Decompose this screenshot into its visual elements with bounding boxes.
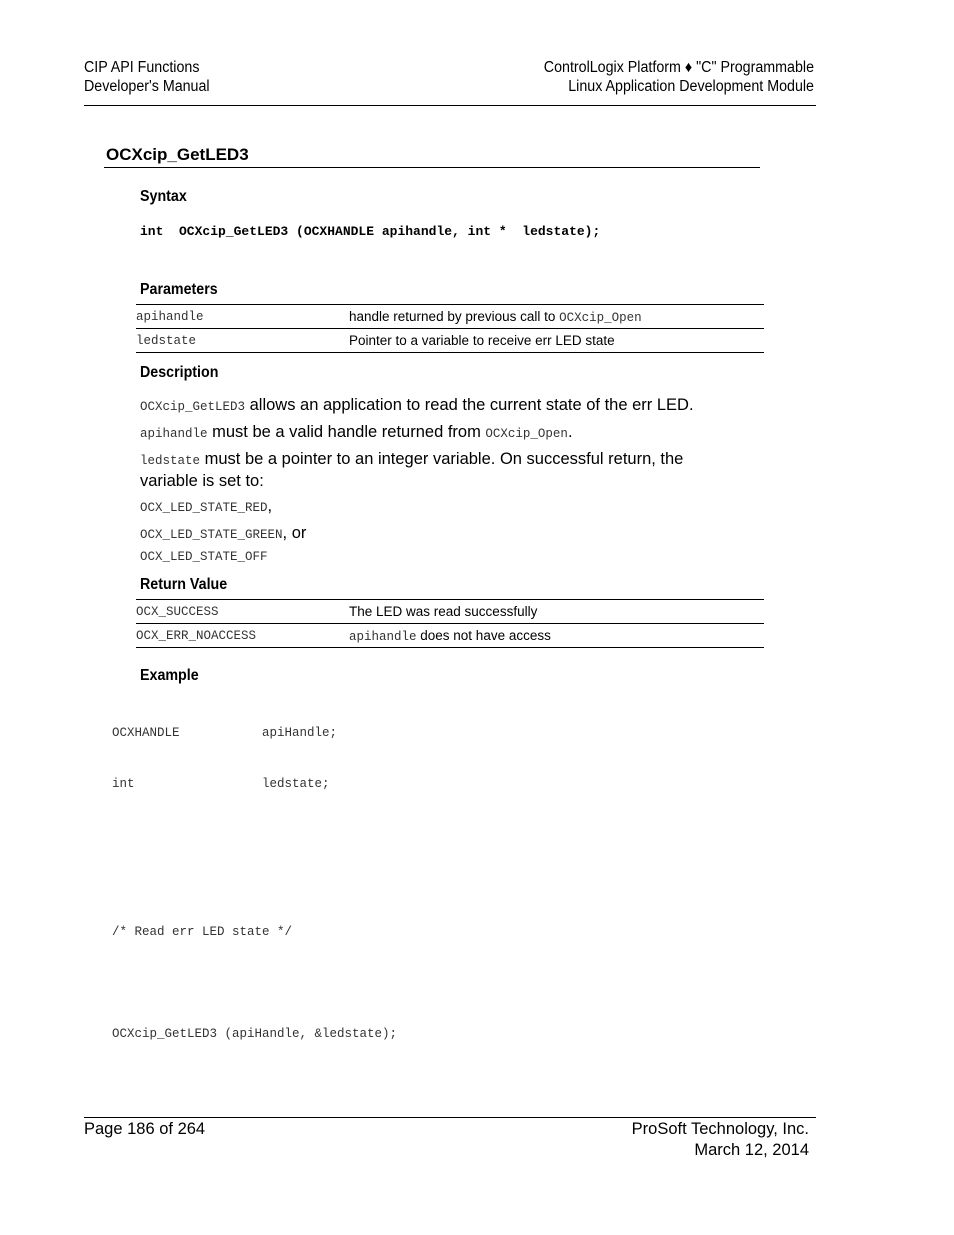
description-para-3: ledstate must be a pointer to an integer variable. On successful return, the variable is set to: [140,450,684,490]
parameters-heading: Parameters [140,281,218,298]
led-state-red: OCX_LED_STATE_RED, [140,497,273,515]
table-row [136,305,764,329]
example-heading: Example [140,667,199,684]
syntax-heading: Syntax [140,188,187,205]
param-desc: Pointer to a variable to receive err LED state [349,332,615,348]
section-title: OCXcip_GetLED3 [106,145,249,164]
return-value-table [136,599,764,648]
param-desc: handle returned by previous call to OCXcip_Open [349,308,642,325]
footer-right [509,1119,809,1161]
param-name: ledstate [136,333,197,348]
param-desc-code: OCXcip_Open [559,310,642,325]
header-platform: ControlLogix Platform ♦ "C" Programmable [543,59,814,76]
header-rule [84,105,816,106]
description-para-1: OCXcip_GetLED3 allows an application to read the current state of the err LED. [140,396,694,414]
code-line [112,827,397,844]
led-state-green: OCX_LED_STATE_GREEN, or [140,524,307,542]
footer-company: ProSoft Technology, Inc. [631,1120,809,1138]
example-code-block [112,691,397,1060]
syntax-code: int OCXcip_GetLED3 (OCXHANDLE apihandle, int * ledstate); [140,224,601,239]
header-module: Linux Application Development Module [568,78,814,95]
return-value-heading: Return Value [140,576,228,593]
code-line: int ledstate; [112,777,330,791]
section-title-rule [104,167,760,168]
led-state-off: OCX_LED_STATE_OFF [140,550,268,564]
table-row [136,624,764,648]
code-line: /* Read err LED state */ [112,925,293,939]
table-row [136,329,764,353]
description-heading: Description [140,364,219,381]
code-line: OCXHANDLE apiHandle; [112,726,338,740]
code-line: OCXcip_GetLED3 (apiHandle, &ledstate); [112,1027,398,1041]
footer-date: March 12, 2014 [694,1141,809,1159]
description-para-2: apihandle must be a valid handle returned from OCXcip_Open. [140,423,573,441]
param-name: apihandle [136,309,204,324]
header-left [84,58,210,96]
footer-rule [84,1117,816,1118]
description-body [140,395,780,567]
code-line [112,878,397,890]
header-doc-title: CIP API Functions [84,59,200,76]
return-code: OCX_ERR_NOACCESS [136,628,257,643]
header-doc-subtitle: Developer's Manual [84,78,210,95]
parameters-table [136,304,764,353]
page-number: Page 186 of 264 [84,1120,206,1138]
return-desc: The LED was read successfully [349,603,538,619]
return-desc: apihandle does not have access [349,627,551,644]
table-row [136,600,764,624]
return-code: OCX_SUCCESS [136,604,219,619]
code-line [112,975,397,992]
header-right [428,58,814,96]
